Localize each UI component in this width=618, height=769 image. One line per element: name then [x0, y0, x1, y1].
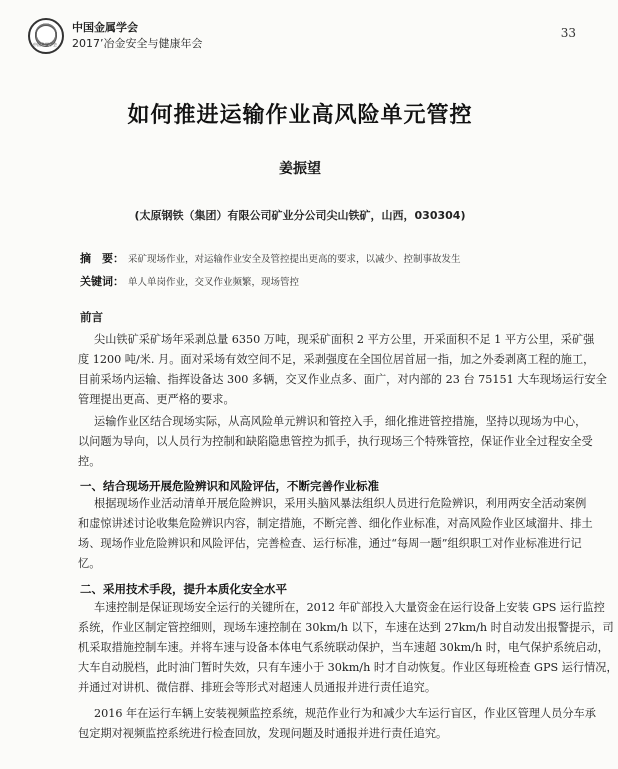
paragraph-line: 2016 年在运行车辆上安装视频监控系统，规范作业行为和减少大车运行盲区，作业区管理人员分车承 [94, 707, 596, 720]
society-logo [28, 18, 64, 54]
section-heading-1: 一、结合现场开展危险辨识和风险评估，不断完善作业标准 [80, 479, 379, 493]
paragraph-line: 目前采场内运输、指挥设备达 300 多辆，交叉作业点多、面广，对内部的 23 台 75151 大车现场运行安全 [78, 373, 607, 386]
paragraph-line: 度 1200 吨/米. 月。面对采场有效空间不足，采剥强度在全国位居首屈一指，加之外委剥离工程的施工， [78, 353, 595, 366]
paragraph-5 [78, 704, 596, 744]
paper-affiliation: (太原钢铁（集团）有限公司矿业分公司尖山铁矿，山西，030304) [134, 209, 466, 222]
keywords-label: 关键词： [80, 275, 124, 288]
paragraph-1 [78, 330, 607, 410]
paragraph-line: 机采取措施控制车速。并将车速与设备本体电气系统联动保护，当车速超 30km/h 时，电气保护系统启动， [78, 641, 609, 654]
paragraph-line: 以问题为导向，以人员行为控制和缺陷隐患管控为抓手，执行现场三个特殊管控，保证作业全过程安全受 [78, 435, 593, 448]
paragraph-line: 根据现场作业活动清单开展危险辨识，采用头脑风暴法组织人员进行危险辨识，利用两安全活动案例 [94, 497, 587, 510]
abstract-row [80, 250, 560, 266]
paragraph-line: 运输作业区结合现场实际，从高风险单元辨识和管控入手，细化推进管控措施，坚持以现场为中心， [94, 415, 587, 428]
keywords-row [80, 273, 560, 289]
keywords-text: 单人单岗作业，交叉作业频繁，现场管控 [128, 277, 300, 288]
page-header [28, 14, 576, 62]
paragraph-line: 控。 [78, 455, 101, 468]
paragraph-4 [78, 598, 618, 698]
section-heading-2: 二、采用技术手段，提升本质化安全水平 [80, 582, 287, 596]
paper-title: 如何推进运输作业高风险单元管控 [127, 103, 473, 128]
paragraph-line: 忆。 [78, 557, 101, 570]
paragraph-line: 和虚惊讲述讨论收集危险辨识内容，制定措施，不断完善、细化作业标准，对高风险作业区域溜井、排土 [78, 517, 593, 530]
paragraph-line: 管理提出更高、更严格的要求。 [78, 393, 235, 406]
paragraph-line: 车速控制是保证现场安全运行的关键所在，2012 年矿部投入大量资金在运行设备上安装 GPS 运行监控 [94, 601, 605, 614]
preface-heading: 前言 [80, 310, 103, 324]
header-org: 中国金属学会 [72, 21, 138, 34]
paragraph-line: 并通过对讲机、微信群、排班会等形式对超速人员通报并进行责任追究。 [78, 681, 437, 694]
paragraph-line: 包定期对视频监控系统进行检查回放，发现问题及时通报并进行责任追究。 [78, 727, 448, 740]
abstract-text: 采矿现场作业，对运输作业安全及管控提出更高的要求，以减少、控制事故发生 [128, 254, 461, 265]
header-conference: 2017’冶金安全与健康年会 [72, 37, 203, 50]
paragraph-line: 尖山铁矿采矿场年采剥总量 6350 万吨，现采矿面积 2 平方公里，开采面积不足 1 平方公里，采矿强 [94, 333, 595, 346]
paragraph-line: 系统，作业区制定管控细则，现场车速控制在 30km/h 以下，车速在达到 27km/h 时自动发出报警提示，司 [78, 621, 614, 634]
page-number: 33 [560, 26, 576, 40]
abstract-label: 摘 要： [80, 252, 124, 265]
paper-author: 姜振望 [279, 161, 321, 177]
paragraph-line: 大车自动脱档，此时油门暂时失效，只有车速小于 30km/h 时才自动恢复。作业区每班检查 GPS 运行情况， [78, 661, 618, 674]
paragraph-3 [78, 494, 593, 574]
logo-caption: 中国金属学会 [33, 42, 57, 47]
paragraph-line: 场、现场作业危险辨识和风险评估，完善检查、运行标准，通过“每周一题”组织职工对作业标准进行记 [78, 537, 582, 550]
paragraph-2 [78, 412, 593, 472]
